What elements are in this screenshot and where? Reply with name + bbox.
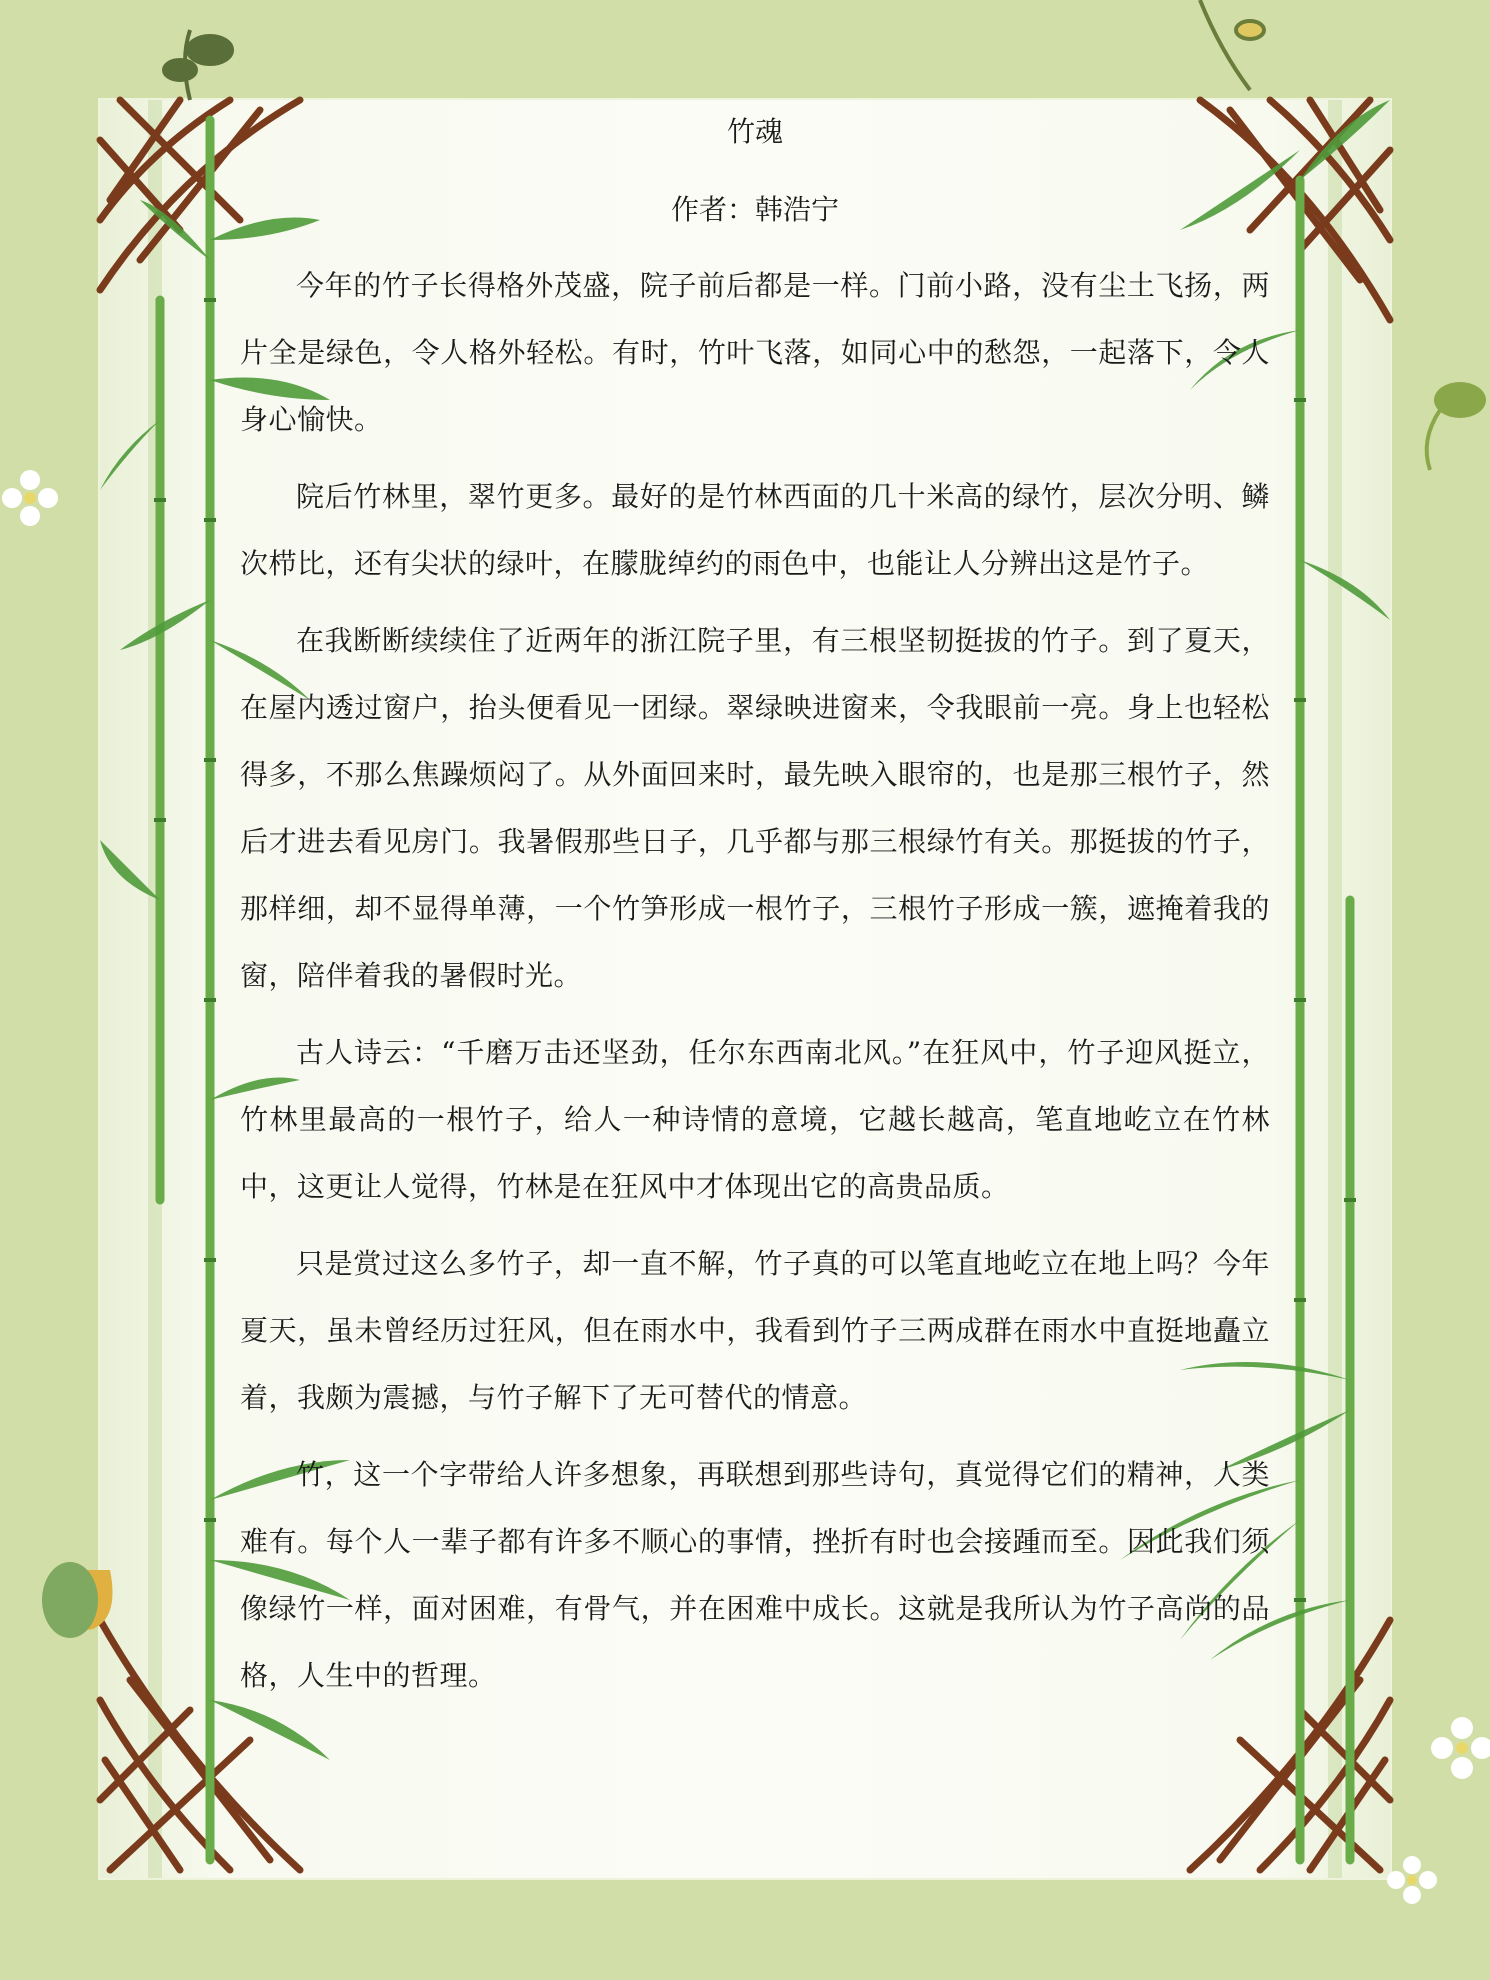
bamboo-stems-right bbox=[1300, 180, 1350, 1860]
flower-right bbox=[1431, 1717, 1490, 1779]
paragraph: 院后竹林里，翠竹更多。最好的是竹林西面的几十米高的绿竹，层次分明、鳞次栉比，还有尖状的绿叶，在朦胧绰约的雨色中，也能让人分辨出这是竹子。 bbox=[240, 480, 1270, 580]
paragraph: 只是赏过这么多竹子，却一直不解，竹子真的可以笔直地屹立在地上吗？今年夏天，虽未曾经历过狂风，但在雨水中，我看到竹子三两成群在雨水中直挺地矗立着，我颇为震撼，与竹子解下了无可替代的情意。 bbox=[240, 1247, 1270, 1414]
sprout-top-right bbox=[1200, 0, 1264, 90]
flower-left bbox=[2, 470, 58, 526]
paragraph: 在我断断续续住了近两年的浙江院子里，有三根坚韧挺拔的竹子。到了夏天，在屋内透过窗户，抬头便看见一团绿。翠绿映进窗来，令我眼前一亮。身上也轻松得多，不那么焦躁烦闷了。从外面回来时，最先映入眼帘的，也是那三根竹子，然后才进去看见房门。我暑假那些日子，几乎都与那三根绿竹有关。那挺拔的竹子，那样细，却不显得单薄，一个竹笋形成一根竹子，三根竹子形成一簇，遮掩着我的窗，陪伴着我的暑假时光。 bbox=[240, 624, 1270, 992]
sprout-top-left bbox=[164, 30, 232, 100]
bamboo-stems-left bbox=[160, 120, 210, 1860]
flower-bottom-right bbox=[1387, 1856, 1437, 1904]
essay-author: 作者：韩浩宁 bbox=[670, 193, 839, 226]
paragraph: 竹，这一个字带给人许多想象，再联想到那些诗句，真觉得它们的精神，人类难有。每个人一辈子都有许多不顺心的事情，挫折有时也会接踵而至。因此我们须像绿竹一样，面对困难，有骨气，并在困难中成长。这就是我所认为竹子高尚的品格，人生中的哲理。 bbox=[240, 1458, 1270, 1692]
paragraph: 今年的竹子长得格外茂盛，院子前后都是一样。门前小路，没有尘土飞扬，两片全是绿色，令人格外轻松。有时，竹叶飞落，如同心中的愁怨，一起落下，令人身心愉快。 bbox=[240, 269, 1270, 436]
paragraph: 古人诗云：“千磨万击还坚劲，任尔东西南北风。”在狂风中，竹子迎风挺立，竹林里最高的一根竹子，给人一种诗情的意境，它越长越高，笔直地屹立在竹林中，这更让人觉得，竹林是在狂风中才体现出它的高贵品质。 bbox=[240, 1036, 1270, 1203]
leaf-sprig-right bbox=[1427, 382, 1486, 470]
document-body bbox=[240, 112, 1270, 1719]
essay-title: 竹魂 bbox=[726, 115, 783, 148]
